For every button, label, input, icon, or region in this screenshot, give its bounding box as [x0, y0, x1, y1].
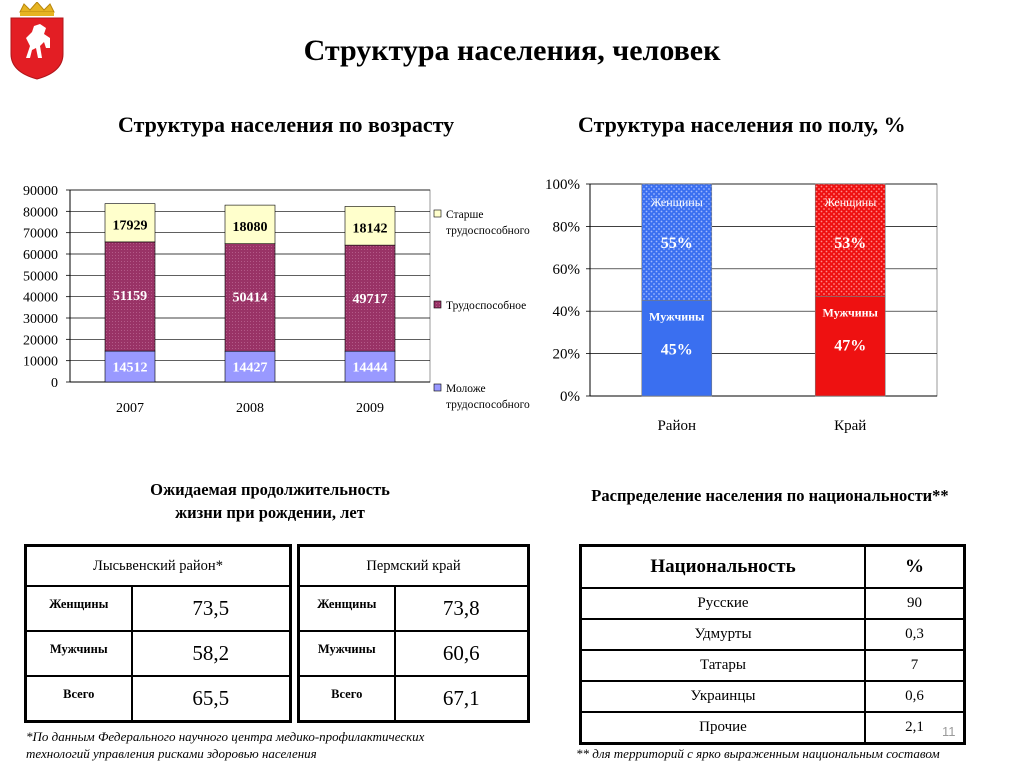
- y-tick-label: 10000: [23, 354, 58, 370]
- x-tick-label: 2007: [116, 401, 144, 416]
- region-total-value: 67,1: [395, 676, 529, 721]
- legend-working-label: Трудоспособное: [446, 300, 527, 312]
- age-chart-title: Структура населения по возрасту: [118, 112, 455, 137]
- legend-line: трудоспособного: [446, 225, 530, 237]
- region-women-label: Женщины: [299, 586, 395, 631]
- men-value-label: 47%: [834, 337, 867, 355]
- men-value-label: 45%: [660, 341, 693, 359]
- younger-value-label: 14427: [232, 360, 268, 376]
- page-number: 11: [942, 724, 956, 739]
- life-expectancy-heading: [110, 478, 430, 524]
- table-row: [581, 650, 965, 681]
- nationality-heading: Распределение населения по национальности**: [591, 486, 949, 505]
- x-tick-label: 2008: [236, 401, 264, 416]
- legend-line: Моложе: [446, 383, 486, 395]
- life-expectancy-heading-line2: жизни при рождении, лет: [175, 503, 365, 522]
- men-series-label: Мужчины: [822, 305, 878, 320]
- working-value-label: 51159: [112, 288, 148, 304]
- y-tick-label: 90000: [23, 184, 58, 199]
- table-row: [299, 676, 529, 721]
- younger-value-label: 14444: [352, 360, 388, 376]
- table-row: [581, 588, 965, 619]
- legend-line: Старше: [446, 209, 484, 221]
- working-value-label: 50414: [232, 290, 268, 306]
- y-tick-label: 80000: [23, 205, 58, 221]
- table-row: [581, 619, 965, 650]
- district-table-title: Лысьвенский район*: [26, 546, 291, 587]
- nationality-name: Прочие: [581, 712, 866, 744]
- women-value-label: 53%: [834, 235, 867, 252]
- x-tick-label: 2009: [356, 401, 384, 416]
- y-tick-label: 70000: [23, 226, 58, 242]
- y-tick-label: 60000: [23, 248, 58, 263]
- y-tick-label: 0: [51, 376, 58, 391]
- nationality-table: [579, 544, 966, 745]
- district-women-label: Женщины: [26, 586, 132, 631]
- table-row: [581, 712, 965, 744]
- nationality-pct: 2,1: [865, 712, 965, 744]
- legend-older-label: [446, 209, 530, 237]
- nationality-name: Украинцы: [581, 681, 866, 712]
- district-total-value: 65,5: [132, 676, 291, 721]
- women-value-label: 55%: [660, 235, 693, 252]
- region-total-label: Всего: [299, 676, 395, 721]
- nationality-pct: 90: [865, 588, 965, 619]
- y-tick-label: 100%: [545, 177, 580, 193]
- legend-line: трудоспособного: [446, 399, 530, 411]
- table-row: [581, 681, 965, 712]
- older-value-label: 17929: [112, 218, 148, 234]
- legend-older-swatch: [434, 210, 441, 217]
- nationality-col-header: Национальность: [581, 546, 866, 589]
- sex-structure-chart: [530, 170, 950, 445]
- y-tick-label: 20000: [23, 333, 58, 349]
- x-tick-label: Район: [657, 418, 697, 434]
- district-men-label: Мужчины: [26, 631, 132, 676]
- y-tick-label: 0%: [560, 389, 580, 405]
- table-row: [26, 586, 291, 631]
- nationality-name: Удмурты: [581, 619, 866, 650]
- legend-younger-label: [446, 383, 530, 411]
- page-title: Структура населения, человек: [303, 34, 721, 67]
- y-tick-label: 40000: [23, 290, 58, 306]
- footnote-source: [26, 728, 424, 762]
- older-value-label: 18080: [232, 220, 268, 236]
- age-structure-chart: [0, 170, 545, 430]
- nationality-pct: 7: [865, 650, 965, 681]
- legend-younger-swatch: [434, 384, 441, 391]
- region-men-value: 60,6: [395, 631, 529, 676]
- sex-chart-title: Структура населения по полу, %: [578, 112, 906, 137]
- footnote-source-line2: технологий управления рисками здоровью населения: [26, 746, 317, 761]
- table-row: [26, 631, 291, 676]
- life-expectancy-region-table: [297, 544, 530, 723]
- nationality-pct: 0,3: [865, 619, 965, 650]
- y-tick-label: 80%: [552, 219, 580, 236]
- older-value-label: 18142: [352, 221, 388, 237]
- working-value-label: 49717: [352, 292, 388, 308]
- region-women-value: 73,8: [395, 586, 529, 631]
- table-row: [26, 676, 291, 721]
- region-men-label: Мужчины: [299, 631, 395, 676]
- table-row: [299, 586, 529, 631]
- nationality-pct: 0,6: [865, 681, 965, 712]
- district-men-value: 58,2: [132, 631, 291, 676]
- region-table-title: Пермский край: [299, 546, 529, 587]
- y-tick-label: 30000: [23, 312, 58, 327]
- district-women-value: 73,5: [132, 586, 291, 631]
- footnote-source-line1: *По данным Федерального научного центра медико-профилактических: [26, 729, 425, 744]
- nationality-name: Русские: [581, 588, 866, 619]
- women-series-label: Женщины: [824, 195, 877, 209]
- y-tick-label: 60%: [552, 261, 580, 278]
- legend-working-swatch: [434, 301, 441, 308]
- y-tick-label: 50000: [23, 269, 58, 285]
- district-total-label: Всего: [26, 676, 132, 721]
- men-series-label: Мужчины: [649, 309, 705, 324]
- younger-value-label: 14512: [112, 360, 148, 376]
- footnote-nationality: ** для территорий с ярко выраженным национальным составом: [576, 746, 940, 761]
- x-tick-label: Край: [834, 418, 867, 434]
- table-row: [299, 631, 529, 676]
- nationality-name: Татары: [581, 650, 866, 681]
- life-expectancy-district-table: [24, 544, 292, 723]
- women-series-label: Женщины: [650, 195, 703, 209]
- percent-col-header: %: [865, 546, 965, 589]
- life-expectancy-heading-line1: Ожидаемая продолжительность: [150, 480, 390, 499]
- y-tick-label: 40%: [552, 304, 580, 321]
- y-tick-label: 20%: [552, 346, 580, 363]
